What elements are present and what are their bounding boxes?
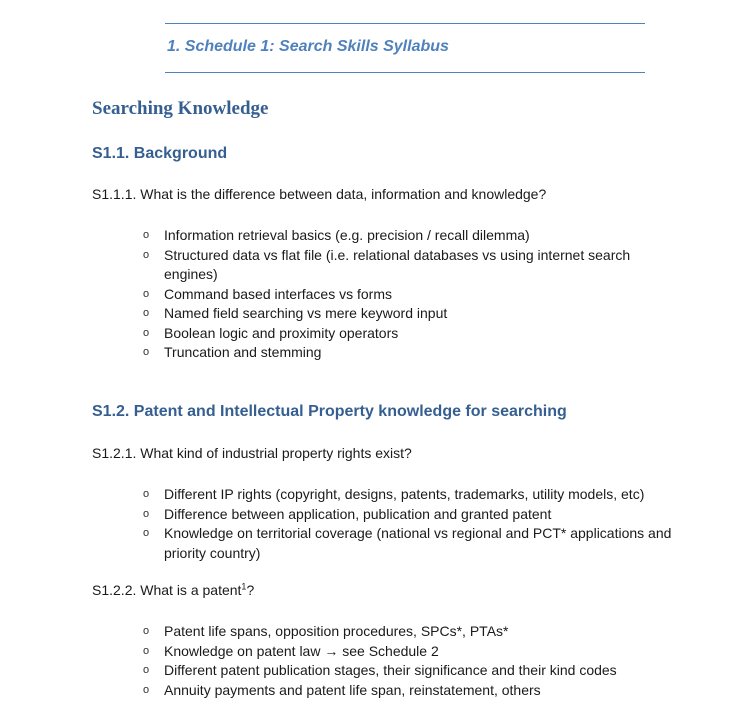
list-item: o Truncation and stemming xyxy=(143,343,683,363)
title-bottom-rule xyxy=(165,72,645,73)
footnote-reference[interactable]: 1 xyxy=(241,581,247,592)
question-s1-2-2: S1.2.2. What is a patent$^1$? xyxy=(92,581,255,598)
bullet-icon: o xyxy=(143,229,150,241)
list-item: o Difference between application, publication and granted patent xyxy=(143,505,683,525)
document-title: 1. Schedule 1: Search Skills Syllabus xyxy=(167,38,449,55)
bullet-icon: o xyxy=(143,307,150,319)
list-item: o Patent life spans, opposition procedures, SPCs*, PTAs* xyxy=(143,622,683,642)
section-heading-background: S1.1. Background xyxy=(92,145,228,162)
question-s1-2-1: S1.2.1. What kind of industrial property rights exist? xyxy=(92,445,412,461)
section-heading-patent-ip: S1.2. Patent and Intellectual Property knowledge for searching xyxy=(92,403,567,420)
list-item: o Annuity payments and patent life span, reinstatement, others xyxy=(143,681,683,701)
bullet-list-s1-2-2 xyxy=(143,622,683,700)
bullet-icon: o xyxy=(143,527,150,539)
list-item: o Information retrieval basics (e.g. precision / recall dilemma) xyxy=(143,226,683,246)
bullet-icon: o xyxy=(143,625,150,637)
bullet-icon: o xyxy=(143,664,150,676)
list-item: o Command based interfaces vs forms xyxy=(143,285,683,305)
bullet-icon: o xyxy=(143,326,150,339)
bullet-icon: o xyxy=(143,488,150,500)
list-item: o Knowledge on territorial coverage (national vs regional and PCT* applications and priority country) xyxy=(143,525,672,561)
list-item: o Knowledge on patent law → see Schedule 2 xyxy=(143,642,683,662)
main-heading: Searching Knowledge xyxy=(92,98,269,119)
bullet-list-s1-1-1 xyxy=(143,226,683,363)
list-item: o Named field searching vs mere keyword input xyxy=(143,304,683,324)
bullet-list-s1-2-1 xyxy=(143,485,683,563)
list-item: o Different patent publication stages, their significance and their kind codes xyxy=(143,661,683,681)
bullet-icon: o xyxy=(143,644,150,657)
bullet-icon: o xyxy=(143,683,150,696)
bullet-icon: o xyxy=(143,248,150,261)
list-item: o Structured data vs flat file (i.e. relational databases vs using internet search engines) xyxy=(143,246,631,282)
question-s1-1-1: S1.1.1. What is the difference between data, information and knowledge? xyxy=(92,186,547,202)
title-top-rule xyxy=(165,23,645,24)
list-item: o Different IP rights (copyright, designs, patents, trademarks, utility models, etc) xyxy=(143,485,683,505)
list-item: o Boolean logic and proximity operators xyxy=(143,324,683,344)
bullet-icon: o xyxy=(143,507,150,520)
bullet-icon: o xyxy=(143,346,150,358)
bullet-icon: o xyxy=(143,287,150,300)
